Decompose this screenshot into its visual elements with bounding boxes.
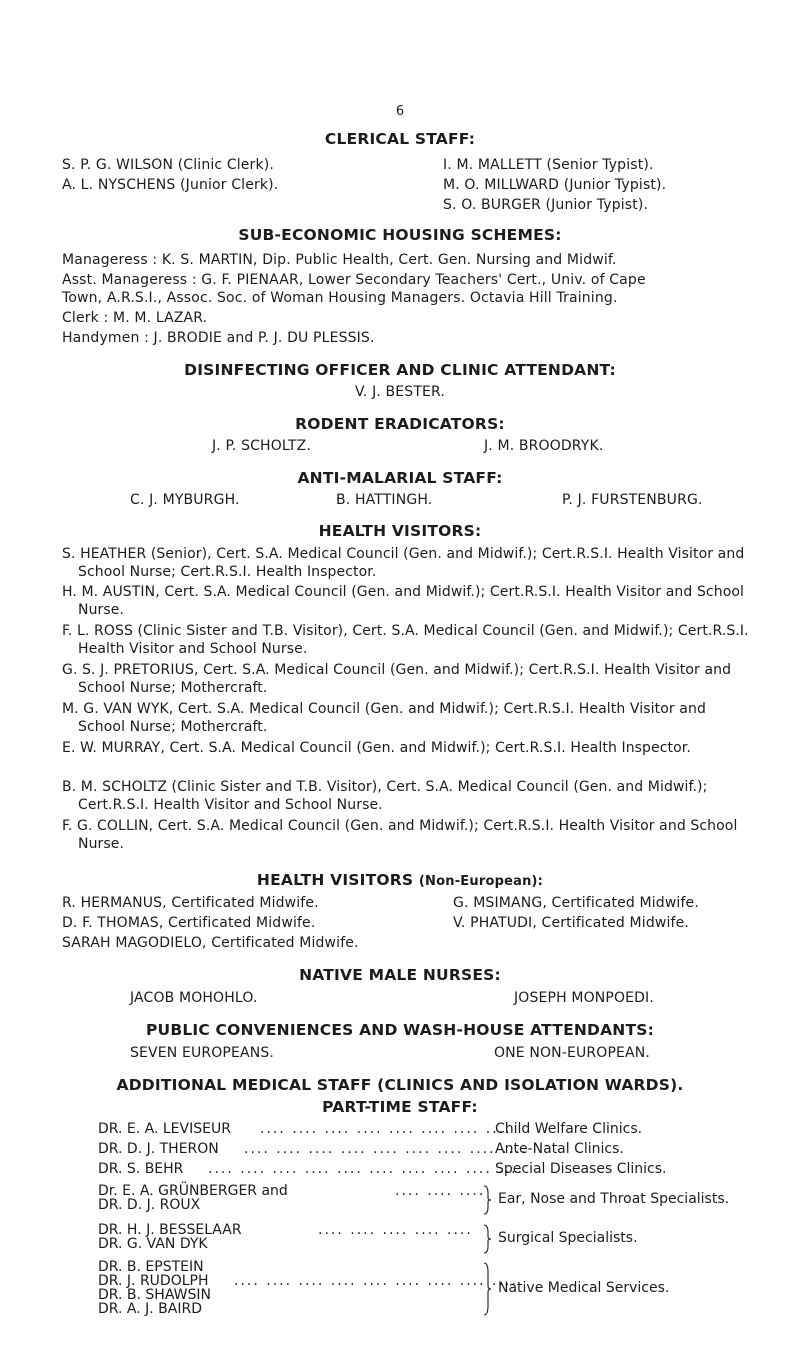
housing-line-5: Handymen : J. BRODIE and P. J. DU PLESSIS. xyxy=(62,330,375,346)
brace-icon xyxy=(482,1262,492,1316)
midwife-1: R. HERMANUS, Certificated Midwife. xyxy=(62,895,319,911)
staff-name: DR. A. J. BAIRD xyxy=(98,1301,202,1317)
staff-name: DR. D. J. THERON xyxy=(98,1141,219,1157)
staff-duty: Native Medical Services. xyxy=(498,1280,670,1296)
clerical-right-3: S. O. BURGER (Junior Typist). xyxy=(443,197,649,213)
visitor-entry: F. G. COLLIN, Cert. S.A. Medical Council (Gen. and Midwif.); Cert.R.S.I. Health Visitor and School Nurse. xyxy=(62,818,738,852)
visitor-entry: S. HEATHER (Senior), Cert. S.A. Medical Council (Gen. and Midwif.); Cert.R.S.I. Health Visitor and School Nurse; Cert.R.S.I. Health Inspector. xyxy=(62,546,745,580)
housing-line-2: Asst. Manageress : G. F. PIENAAR, Lower Secondary Teachers' Cert., Univ. of Cape xyxy=(62,272,646,288)
staff-duty: Special Diseases Clinics. xyxy=(495,1161,667,1177)
staff-duty: Ear, Nose and Throat Specialists. xyxy=(498,1191,730,1207)
staff-row xyxy=(0,1301,800,1319)
staff-name: DR. S. BEHR xyxy=(98,1161,184,1177)
conveniences-name-1: SEVEN EUROPEANS. xyxy=(130,1045,274,1061)
dot-leader: .... .... .... .... .... .... .... .... .... xyxy=(244,1141,528,1157)
dot-leader: .... .... .... .... .... .... .... .... .... xyxy=(234,1273,518,1289)
staff-name: DR. H. J. BESSELAAR xyxy=(98,1222,242,1238)
dot-leader: .... .... .... xyxy=(395,1183,486,1199)
clerical-left-1: S. P. G. WILSON (Clinic Clerk). xyxy=(62,157,274,173)
disinfecting-heading: DISINFECTING OFFICER AND CLINIC ATTENDANT: xyxy=(184,361,616,379)
housing-line-4: Clerk : M. M. LAZAR. xyxy=(62,310,208,326)
housing-line-1: Manageress : K. S. MARTIN, Dip. Public Health, Cert. Gen. Nursing and Midwif. xyxy=(62,252,617,268)
clerical-right-2: M. O. MILLWARD (Junior Typist). xyxy=(443,177,667,193)
visitor-entry: E. W. MURRAY, Cert. S.A. Medical Council (Gen. and Midwif.); Cert.R.S.I. Health Inspector. xyxy=(62,740,691,756)
staff-row xyxy=(0,1236,800,1254)
visitors-heading: HEALTH VISITORS: xyxy=(318,522,482,540)
staff-name: Dr. E. A. GRÜNBERGER and xyxy=(98,1183,288,1199)
staff-name: DR. B. EPSTEIN xyxy=(98,1259,204,1275)
antimalarial-heading: ANTI-MALARIAL STAFF: xyxy=(297,469,503,487)
visitor-entry: G. S. J. PRETORIUS, Cert. S.A. Medical Council (Gen. and Midwif.); Cert.R.S.I. Health Visitor and School Nurse; Mothercraft. xyxy=(62,662,732,696)
clerical-heading: CLERICAL STAFF: xyxy=(324,130,476,148)
visitor-entry: B. M. SCHOLTZ (Clinic Sister and T.B. Visitor), Cert. S.A. Medical Council (Gen. and Midwif.); Cert.R.S.I. Health Visitor and School Nurse. xyxy=(62,779,708,813)
brace-icon xyxy=(482,1185,492,1215)
nurses-heading: NATIVE MALE NURSES: xyxy=(299,966,501,984)
rodent-name-1: J. P. SCHOLTZ. xyxy=(212,438,311,454)
staff-name: DR. J. RUDOLPH xyxy=(98,1273,209,1289)
visitor-entry: H. M. AUSTIN, Cert. S.A. Medical Council (Gen. and Midwif.); Cert.R.S.I. Health Visitor and School Nurse. xyxy=(62,584,745,618)
staff-row xyxy=(0,1161,800,1179)
rodent-name-2: J. M. BROODRYK. xyxy=(484,438,604,454)
antimalarial-name-2: B. HATTINGH. xyxy=(336,492,433,508)
nurse-name-2: JOSEPH MONPOEDI. xyxy=(514,990,654,1006)
staff-name: DR. G. VAN DYK xyxy=(98,1236,208,1252)
staff-name: DR. D. J. ROUX xyxy=(98,1197,201,1213)
disinfecting-name: V. J. BESTER. xyxy=(354,384,446,400)
midwife-2: G. MSIMANG, Certificated Midwife. xyxy=(453,895,699,911)
midwife-4: V. PHATUDI, Certificated Midwife. xyxy=(453,915,689,931)
conveniences-name-2: ONE NON-EUROPEAN. xyxy=(494,1045,650,1061)
parttime-heading: PART-TIME STAFF: xyxy=(322,1098,478,1116)
visitor-entry: M. G. VAN WYK, Cert. S.A. Medical Council (Gen. and Midwif.); Cert.R.S.I. Health Visitor and School Nurse; Mothercraft. xyxy=(62,701,706,735)
staff-duty: Child Welfare Clinics. xyxy=(495,1121,643,1137)
clerical-left-2: A. L. NYSCHENS (Junior Clerk). xyxy=(62,177,279,193)
staff-name: DR. B. SHAWSIN xyxy=(98,1287,211,1303)
staff-duty: Surgical Specialists. xyxy=(498,1230,638,1246)
rodent-heading: RODENT ERADICATORS: xyxy=(295,415,505,433)
antimalarial-name-3: P. J. FURSTENBURG. xyxy=(562,492,703,508)
visitor-entry: F. L. ROSS (Clinic Sister and T.B. Visitor), Cert. S.A. Medical Council (Gen. and Midwif.); Cert.R.S.I. Health Visitor and School Nurse. xyxy=(62,623,749,657)
staff-row xyxy=(0,1121,800,1139)
page-number: 6 xyxy=(395,104,405,119)
visitors-ne-heading-main: HEALTH VISITORS xyxy=(256,871,414,889)
dot-leader: .... .... .... .... .... .... .... .... .... .... xyxy=(208,1161,525,1177)
brace-icon xyxy=(482,1224,492,1254)
housing-heading: SUB-ECONOMIC HOUSING SCHEMES: xyxy=(238,226,562,244)
conveniences-heading: PUBLIC CONVENIENCES AND WASH-HOUSE ATTENDANTS: xyxy=(145,1021,654,1039)
clerical-right-1: I. M. MALLETT (Senior Typist). xyxy=(443,157,654,173)
staff-row xyxy=(0,1141,800,1159)
housing-line-3: Town, A.R.S.I., Assoc. Soc. of Woman Housing Managers. Octavia Hill Training. xyxy=(62,290,618,306)
dot-leader: .... .... .... .... .... xyxy=(318,1222,473,1238)
nurse-name-1: JACOB MOHOHLO. xyxy=(130,990,258,1006)
midwife-3: D. F. THOMAS, Certificated Midwife. xyxy=(62,915,316,931)
staff-duty: Ante-Natal Clinics. xyxy=(495,1141,624,1157)
staff-name: DR. E. A. LEVISEUR xyxy=(98,1121,231,1137)
dot-leader: .... .... .... .... .... .... .... .... xyxy=(260,1121,512,1137)
midwife-5: SARAH MAGODIELO, Certificated Midwife. xyxy=(62,935,359,951)
additional-heading: ADDITIONAL MEDICAL STAFF (CLINICS AND ISOLATION WARDS). xyxy=(116,1076,684,1094)
antimalarial-name-1: C. J. MYBURGH. xyxy=(130,492,240,508)
visitors-ne-heading-sub: (Non-European): xyxy=(418,874,544,889)
visitors-ne-heading xyxy=(0,871,800,889)
